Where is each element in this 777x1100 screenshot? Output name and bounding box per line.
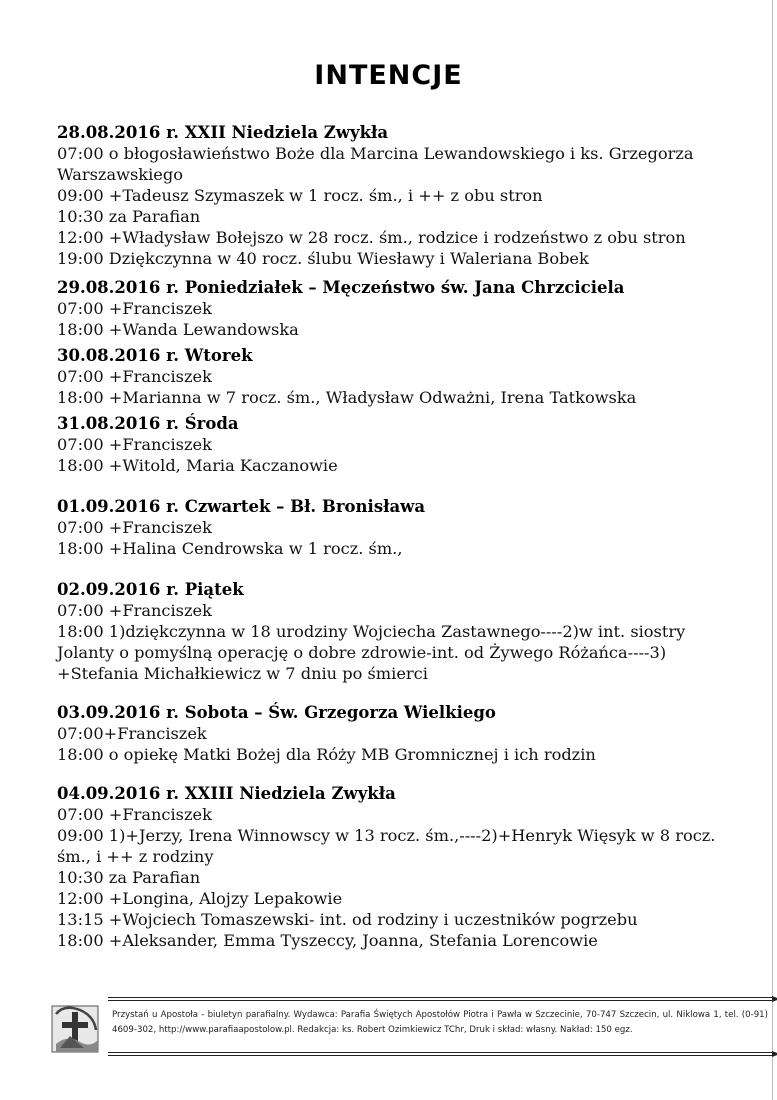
day-heading: 28.08.2016 r. XXII Niedziela Zwykła: [57, 123, 389, 142]
mass-intention: 13:15 +Wojciech Tomaszewski- int. od rodziny i uczestników pogrzebu: [57, 910, 638, 929]
day-section: [57, 702, 737, 765]
day-heading: 03.09.2016 r. Sobota – Św. Grzegorza Wielkiego: [57, 703, 496, 722]
mass-intention: 07:00+Franciszek: [57, 724, 207, 743]
footer-text: Przystań u Apostoła - biuletyn parafialny. Wydawca: Parafia Świętych Apostołów Piotra i Pawła w Szczecinie, 70-747 Szczecin, ul. Niklowa 1, tel. (0-91) 4609-302, http://www.parafiaapostolow.pl. Redakcja: ks. Robert Ozimkiewicz TChr, Druk i skład: własny. Nakład: 150 egz.: [112, 1010, 768, 1035]
day-section: [57, 122, 737, 269]
day-heading: 30.08.2016 r. Wtorek: [57, 346, 253, 365]
mass-intention: 18:00 o opiekę Matki Bożej dla Róży MB Gromnicznej i ich rodzin: [57, 745, 596, 764]
day-heading: 01.09.2016 r. Czwartek – Bł. Bronisława: [57, 497, 426, 516]
footer-top-rule-end: [772, 996, 777, 1002]
mass-intention: 10:30 za Parafian: [57, 868, 201, 887]
day-section: [57, 496, 737, 559]
day-heading: 29.08.2016 r. Poniedziałek – Męczeństwo św. Jana Chrzciciela: [57, 278, 625, 297]
day-heading: 04.09.2016 r. XXIII Niedziela Zwykła: [57, 784, 396, 803]
mass-intention: 12:00 +Longina, Alojzy Lepakowie: [57, 889, 343, 908]
day-section: [57, 345, 737, 408]
mass-intention: 07:00 +Franciszek: [57, 805, 212, 824]
footer-bottom-rule: [108, 1052, 774, 1056]
publication-footer: [50, 996, 768, 1060]
mass-intention: 09:00 1)+Jerzy, Irena Winnowscy w 13 rocz. śm.,----2)+Henryk Więsyk w 8 rocz. śm., i ++ z rodziny: [57, 826, 716, 866]
intentions-list: [57, 122, 737, 951]
page-title: INTENCJE: [314, 60, 463, 91]
mass-intention: 12:00 +Władysław Bołejszo w 28 rocz. śm., rodzice i rodzeństwo z obu stron: [57, 228, 686, 247]
mass-intention: 18:00 +Witold, Maria Kaczanowie: [57, 456, 338, 475]
day-heading: 02.09.2016 r. Piątek: [57, 580, 244, 599]
mass-intention: 19:00 Dziękczynna w 40 rocz. ślubu Wiesławy i Waleriana Bobek: [57, 249, 589, 268]
mass-intention: 18:00 +Aleksander, Emma Tyszeccy, Joanna, Stefania Lorencowie: [57, 931, 598, 950]
mass-intention: 07:00 o błogosławieństwo Boże dla Marcina Lewandowskiego i ks. Grzegorza Warszawskiego: [57, 144, 694, 184]
footer-bottom-rule-end: [772, 1051, 777, 1057]
page-edge-line: [772, 0, 773, 1100]
mass-intention: 18:00 +Wanda Lewandowska: [57, 320, 299, 339]
day-section: [57, 579, 737, 684]
mass-intention: 07:00 +Franciszek: [57, 367, 212, 386]
mass-intention: 18:00 +Marianna w 7 rocz. śm., Władysław Odważni, Irena Tatkowska: [57, 388, 637, 407]
mass-intention: 10:30 za Parafian: [57, 207, 201, 226]
day-heading: 31.08.2016 r. Środa: [57, 414, 239, 433]
day-section: [57, 413, 737, 476]
mass-intention: 09:00 +Tadeusz Szymaszek w 1 rocz. śm., i ++ z obu stron: [57, 186, 543, 205]
day-section: [57, 783, 737, 951]
day-section: [57, 277, 737, 340]
parish-logo-icon: [50, 1000, 102, 1058]
mass-intention: 07:00 +Franciszek: [57, 518, 212, 537]
mass-intention: 18:00 +Halina Cendrowska w 1 rocz. śm.,: [57, 539, 403, 558]
mass-intention: 18:00 1)dziękczynna w 18 urodziny Wojciecha Zastawnego----2)w int. siostry Jolanty o pomyślną operację o dobre zdrowie-int. od Żywego Różańca----3) +Stefania Michałkiewicz w 7 dniu po śmierci: [57, 622, 686, 683]
mass-intention: 07:00 +Franciszek: [57, 435, 212, 454]
mass-intention: 07:00 +Franciszek: [57, 601, 212, 620]
mass-intention: 07:00 +Franciszek: [57, 299, 212, 318]
footer-top-rule: [108, 997, 774, 1001]
